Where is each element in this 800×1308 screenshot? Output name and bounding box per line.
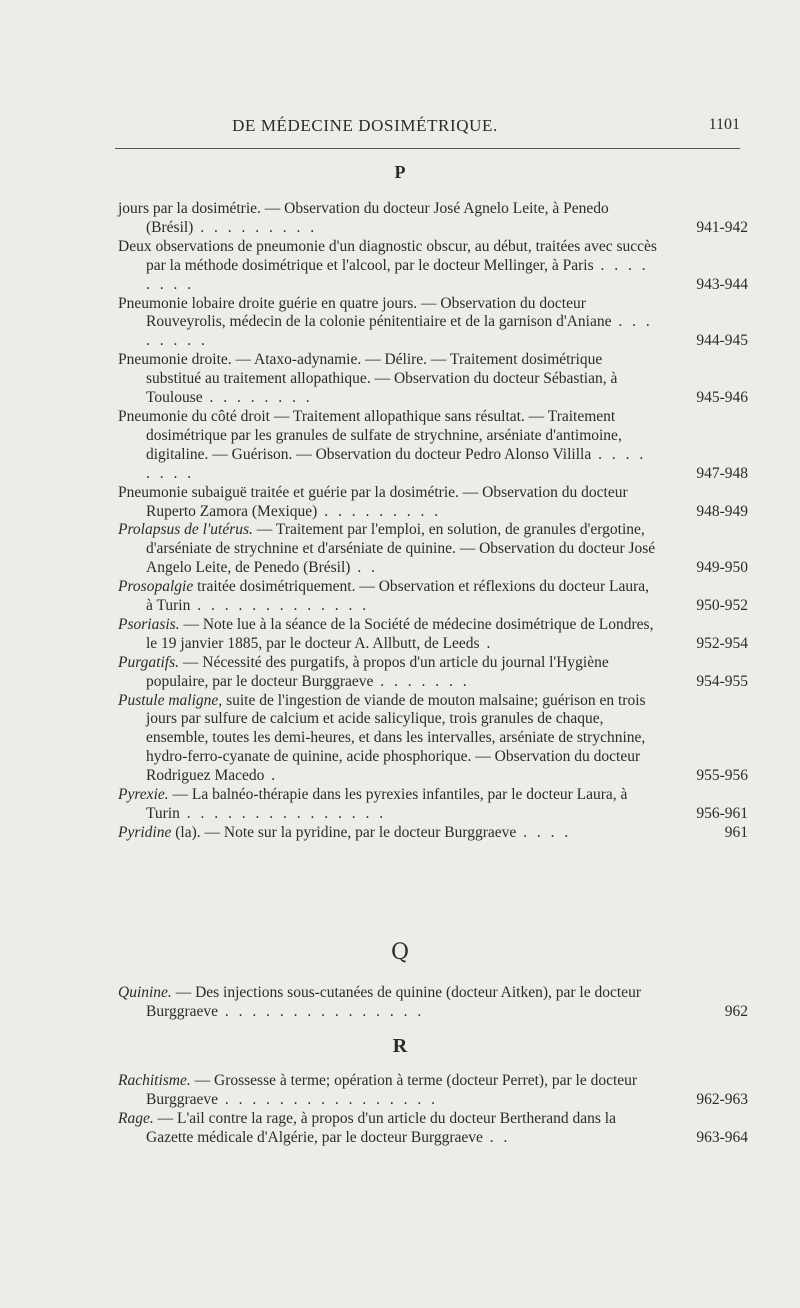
section-letter-q: Q — [390, 940, 410, 965]
entry-keyword: Pyrexie. — [118, 786, 169, 804]
section-q-entries — [118, 984, 748, 1022]
entry-text: jours par la dosimétrie. — Observation du docteur José Agnelo Leite, à Penedo (Brésil) — [118, 200, 609, 236]
index-entry: Pneumonie lobaire droite guérie en quatre jours. — Observation du docteur Rouveyrolis, médecin de la colonie pénitentiaire et de la garnison d'Aniane . . . . . . . . 944-945 — [118, 294, 748, 350]
entry-pages: 947-948 — [696, 464, 748, 482]
entry-keyword: Purgatifs. — [118, 653, 180, 671]
index-entry: Rage. — L'ail contre la rage, à propos d'un article du docteur Bertherand dans la Gazette médicale d'Algérie, par le docteur Burggraeve . . 963-964 — [118, 1109, 748, 1146]
entry-text: — Nécessité des purgatifs, à propos d'un article du journal l'Hygiène populaire, par le docteur Burggraeve — [146, 653, 609, 690]
index-entry: Pyridine (la). — Note sur la pyridine, par le docteur Burggraeve . . . . 961 — [118, 823, 748, 841]
index-entry: Rachitisme. — Grossesse à terme; opération à terme (docteur Perret), par le docteur Burggraeve . . . . . . . . . . . . . . . . 962-963 — [118, 1072, 748, 1108]
entry-pages: 952-954 — [696, 634, 748, 652]
index-entry: Purgatifs. — Nécessité des purgatifs, à propos d'un article du journal l'Hygiène populaire, par le docteur Burggraeve . . . . . . . 954-955 — [118, 653, 748, 690]
entry-text: suite de l'ingestion de viande de mouton malsaine; guérison en trois jours par sulfure de calcium et acide salicylique, trois granules de chaque, ensemble, toutes les demi-heures, et dans les intervalles, arséniate de strychnine, hydro-ferro-cyanate de quinine, acide phosphorique. — Observation du docteur Rodriguez Macedo — [146, 691, 646, 785]
index-entry: jours par la dosimétrie. — Observation du docteur José Agnelo Leite, à Penedo (Brésil) . . . . . . . . . 941-942 — [118, 200, 748, 236]
entry-pages: 945-946 — [696, 389, 748, 407]
entry-text: traitée dosimétriquement. — Observation et réflexions du docteur Laura, à Turin — [146, 578, 650, 615]
entry-pages: 943-944 — [696, 275, 748, 293]
entry-pages: 955-956 — [696, 767, 748, 785]
index-entry: Prosopalgie traitée dosimétriquement. — Observation et réflexions du docteur Laura, à Turin . . . . . . . . . . . . . 950-952 — [118, 578, 748, 615]
entry-text: Deux observations de pneumonie d'un diagnostic obscur, au début, traitées avec succès par la méthode dosimétrique et l'alcool, par le docteur Mellinger, à Paris — [118, 237, 657, 274]
entry-pages: 944-945 — [696, 332, 748, 350]
running-title: DE MÉDECINE DOSIMÉTRIQUE. — [232, 116, 498, 135]
entry-pages: 950-952 — [696, 597, 748, 615]
index-entry: Pustule maligne, suite de l'ingestion de viande de mouton malsaine; guérison en trois jours par sulfure de calcium et acide salicylique, trois granules de chaque, ensemble, toutes les demi-heures, et dans les intervalles, arséniate de strychnine, hydro-ferro-cyanate de quinine, acide phosphorique. — Observation du docteur Rodriguez Macedo . 955-956 — [118, 691, 748, 785]
entry-pages: 962 — [724, 1002, 748, 1020]
entry-text: Pneumonie lobaire droite guérie en quatre jours. — Observation du docteur Rouveyrolis, médecin de la colonie pénitentiaire et de la garnison d'Aniane — [118, 294, 612, 331]
index-entry: Pneumonie droite. — Ataxo-adynamie. — Délire. — Traitement dosimétrique substitué au traitement allopathique. — Observation du docteur Sébastian, à Toulouse . . . . . . . . 945-946 — [118, 351, 748, 407]
index-entry: Quinine. — Des injections sous-cutanées de quinine (docteur Aitken), par le docteur Burggraeve . . . . . . . . . . . . . . . 962 — [118, 984, 748, 1020]
entry-keyword: Rachitisme. — [118, 1072, 191, 1089]
entry-text: — Grossesse à terme; opération à terme (docteur Perret), par le docteur Burggraeve — [146, 1072, 638, 1108]
page-number: 1101 — [708, 116, 740, 133]
entry-keyword: Prolapsus de l'utérus. — [118, 521, 253, 539]
entry-pages: 954-955 — [696, 672, 748, 690]
entry-keyword: Pyridine — [118, 823, 172, 841]
index-entry: Pyrexie. — La balnéo-thérapie dans les pyrexies infantiles, par le docteur Laura, à Turin . . . . . . . . . . . . . . . 956-961 — [118, 786, 748, 822]
section-letter-r: R — [392, 1035, 408, 1057]
entry-text: Pneumonie droite. — Ataxo-adynamie. — Délire. — Traitement dosimétrique substitué au traitement allopathique. — Observation du docteur Sébastian, à Toulouse — [118, 351, 618, 407]
entry-keyword: Prosopalgie — [118, 578, 194, 596]
entry-text: — L'ail contre la rage, à propos d'un article du docteur Bertherand dans la Gazette médicale d'Algérie, par le docteur Burggraeve — [146, 1109, 616, 1146]
entry-text: Pneumonie du côté droit — Traitement allopathique sans résultat. — Traitement dosimétrique par les granules de sulfate de strychnine, arséniate d'antimoine, digitaline. — Guérison. — Observation du docteur Pedro Alonso Vililla — [118, 407, 622, 463]
index-entry: Prolapsus de l'utérus. — Traitement par l'emploi, en solution, de granules d'ergotine, d'arséniate de strychnine et d'arséniate de quinine. — Observation du docteur José Angelo Leite, de Penedo (Brésil) . . 949-950 — [118, 521, 748, 577]
index-entry: Deux observations de pneumonie d'un diagnostic obscur, au début, traitées avec succès par la méthode dosimétrique et l'alcool, par le docteur Mellinger, à Paris . . . . . . . . 943-944 — [118, 237, 748, 293]
section-p-entries — [118, 200, 748, 843]
index-entry: Pneumonie subaiguë traitée et guérie par la dosimétrie. — Observation du docteur Ruperto Zamora (Mexique) . . . . . . . . . 948-949 — [118, 483, 748, 520]
section-r-entries — [118, 1072, 748, 1148]
entry-pages: 941-942 — [696, 218, 748, 236]
entry-keyword: Pustule maligne, — [118, 691, 223, 709]
entry-pages: 956-961 — [696, 805, 748, 822]
entry-text: Pneumonie subaiguë traitée et guérie par la dosimétrie. — Observation du docteur Ruperto Zamora (Mexique) — [118, 483, 628, 520]
entry-text: — Note lue à la séance de la Société de médecine dosimétrique de Londres, le 19 janvier 1885, par le docteur A. Allbutt, de Leeds — [146, 615, 654, 652]
entry-pages: 962-963 — [696, 1090, 748, 1108]
entry-pages: 949-950 — [696, 559, 748, 577]
entry-keyword: Psoriasis. — [118, 615, 180, 633]
entry-text: — La balnéo-thérapie dans les pyrexies infantiles, par le docteur Laura, à Turin — [146, 786, 628, 822]
header-rule — [115, 148, 740, 149]
entry-keyword: Rage. — [118, 1109, 154, 1127]
entry-text: — Des injections sous-cutanées de quinine (docteur Aitken), par le docteur Burggraeve — [146, 984, 641, 1020]
entry-pages: 948-949 — [696, 502, 748, 520]
section-letter-p: P — [394, 162, 406, 182]
entry-keyword: Quinine. — [118, 984, 172, 1001]
entry-pages: 963-964 — [696, 1128, 748, 1146]
index-entry: Pneumonie du côté droit — Traitement allopathique sans résultat. — Traitement dosimétrique par les granules de sulfate de strychnine, arséniate d'antimoine, digitaline. — Guérison. — Observation du docteur Pedro Alonso Vililla . . . . . . . . 947-948 — [118, 407, 748, 482]
entry-text: — Traitement par l'emploi, en solution, de granules d'ergotine, d'arséniate de strychnine et d'arséniate de quinine. — Observation du docteur José Angelo Leite, de Penedo (Brésil) — [146, 521, 656, 577]
entry-pages: 961 — [724, 823, 748, 841]
index-entry: Psoriasis. — Note lue à la séance de la Société de médecine dosimétrique de Londres, le 19 janvier 1885, par le docteur A. Allbutt, de Leeds . 952-954 — [118, 615, 748, 652]
entry-text: (la). — Note sur la pyridine, par le docteur Burggraeve — [171, 823, 517, 841]
